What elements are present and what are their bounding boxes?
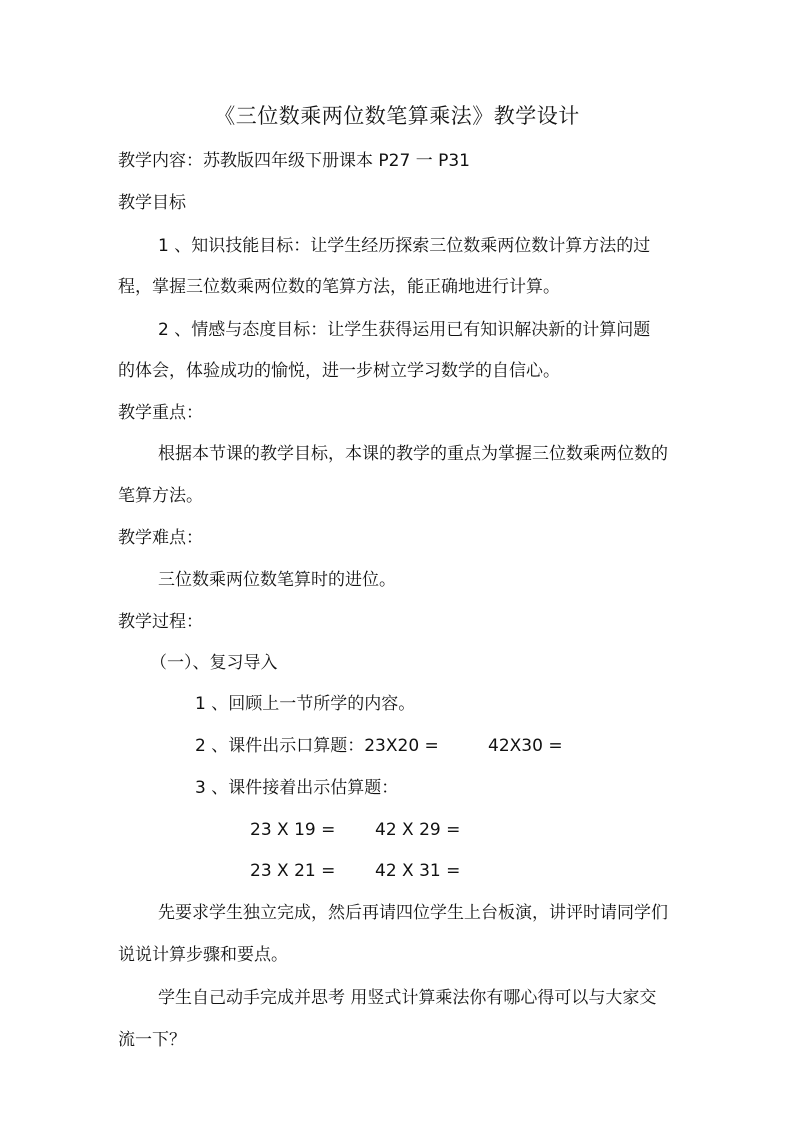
estimate-3: 23 X 21 = [250,861,336,881]
estimate-2: 42 X 29 = [375,820,461,840]
reflection [158,987,656,1030]
step-2: 2 、课件出示口算题：23X20 = [195,736,439,756]
process-heading: 教学过程： [118,612,203,632]
key-point-cont [118,485,203,528]
reflection-line-1: 学生自己动手完成并思考 用竖式计算乘法你有哪心得可以与大家交 [158,988,657,1008]
key-point-line-2: 笔算方法。 [118,486,203,506]
objective-1-line-2: 程，掌握三位数乘两位数的笔算方法，能正确地进行计算。 [118,277,560,297]
difficulty-text: 三位数乘两位数笔算时的进位。 [158,570,396,590]
objective-2-line-1: 2 、情感与态度目标：让学生获得运用已有知识解决新的计算问题 [158,320,651,340]
step-3: 3 、课件接着出示估算题： [195,778,399,798]
objectives-heading: 教学目标 [118,193,186,213]
objective-1-line-1: 1 、知识技能目标：让学生经历探索三位数乘两位数计算方法的过 [158,236,651,256]
document-title: 《三位数乘两位数笔算乘法》教学设计 [214,104,580,128]
instruction [158,902,668,945]
objective-2-line-2: 的体会，体验成功的愉悦，进一步树立学习数学的自信心。 [118,361,560,381]
objective-1 [158,235,650,278]
key-point-line-1: 根据本节课的教学目标，本课的教学的重点为掌握三位数乘两位数的 [158,444,668,464]
key-point [158,443,668,486]
instruction-line-1: 先要求学生独立完成，然后再请四位学生上台板演，讲评时请同学们 [158,903,668,923]
estimate-4: 42 X 31 = [375,861,461,881]
reflection-line-2: 流一下？ [118,1030,186,1050]
estimate-1: 23 X 19 = [250,820,336,840]
objective-2 [158,319,650,362]
section-review-intro: （一）、复习导入 [150,653,278,673]
instruction-line-2: 说说计算步骤和要点。 [118,945,288,965]
difficulty-heading: 教学难点： [118,528,203,548]
objective-2-cont [118,360,560,403]
teaching-content-line: 教学内容：苏教版四年级下册课本 P27 一 P31 [118,151,470,171]
key-point-heading: 教学重点： [118,403,203,423]
objective-1-cont [118,276,560,319]
step-1: 1 、回顾上一节所学的内容。 [195,694,416,714]
step-2-expression-2: 42X30 = [488,736,563,756]
instruction-cont [118,944,288,987]
reflection-cont [118,1029,186,1072]
